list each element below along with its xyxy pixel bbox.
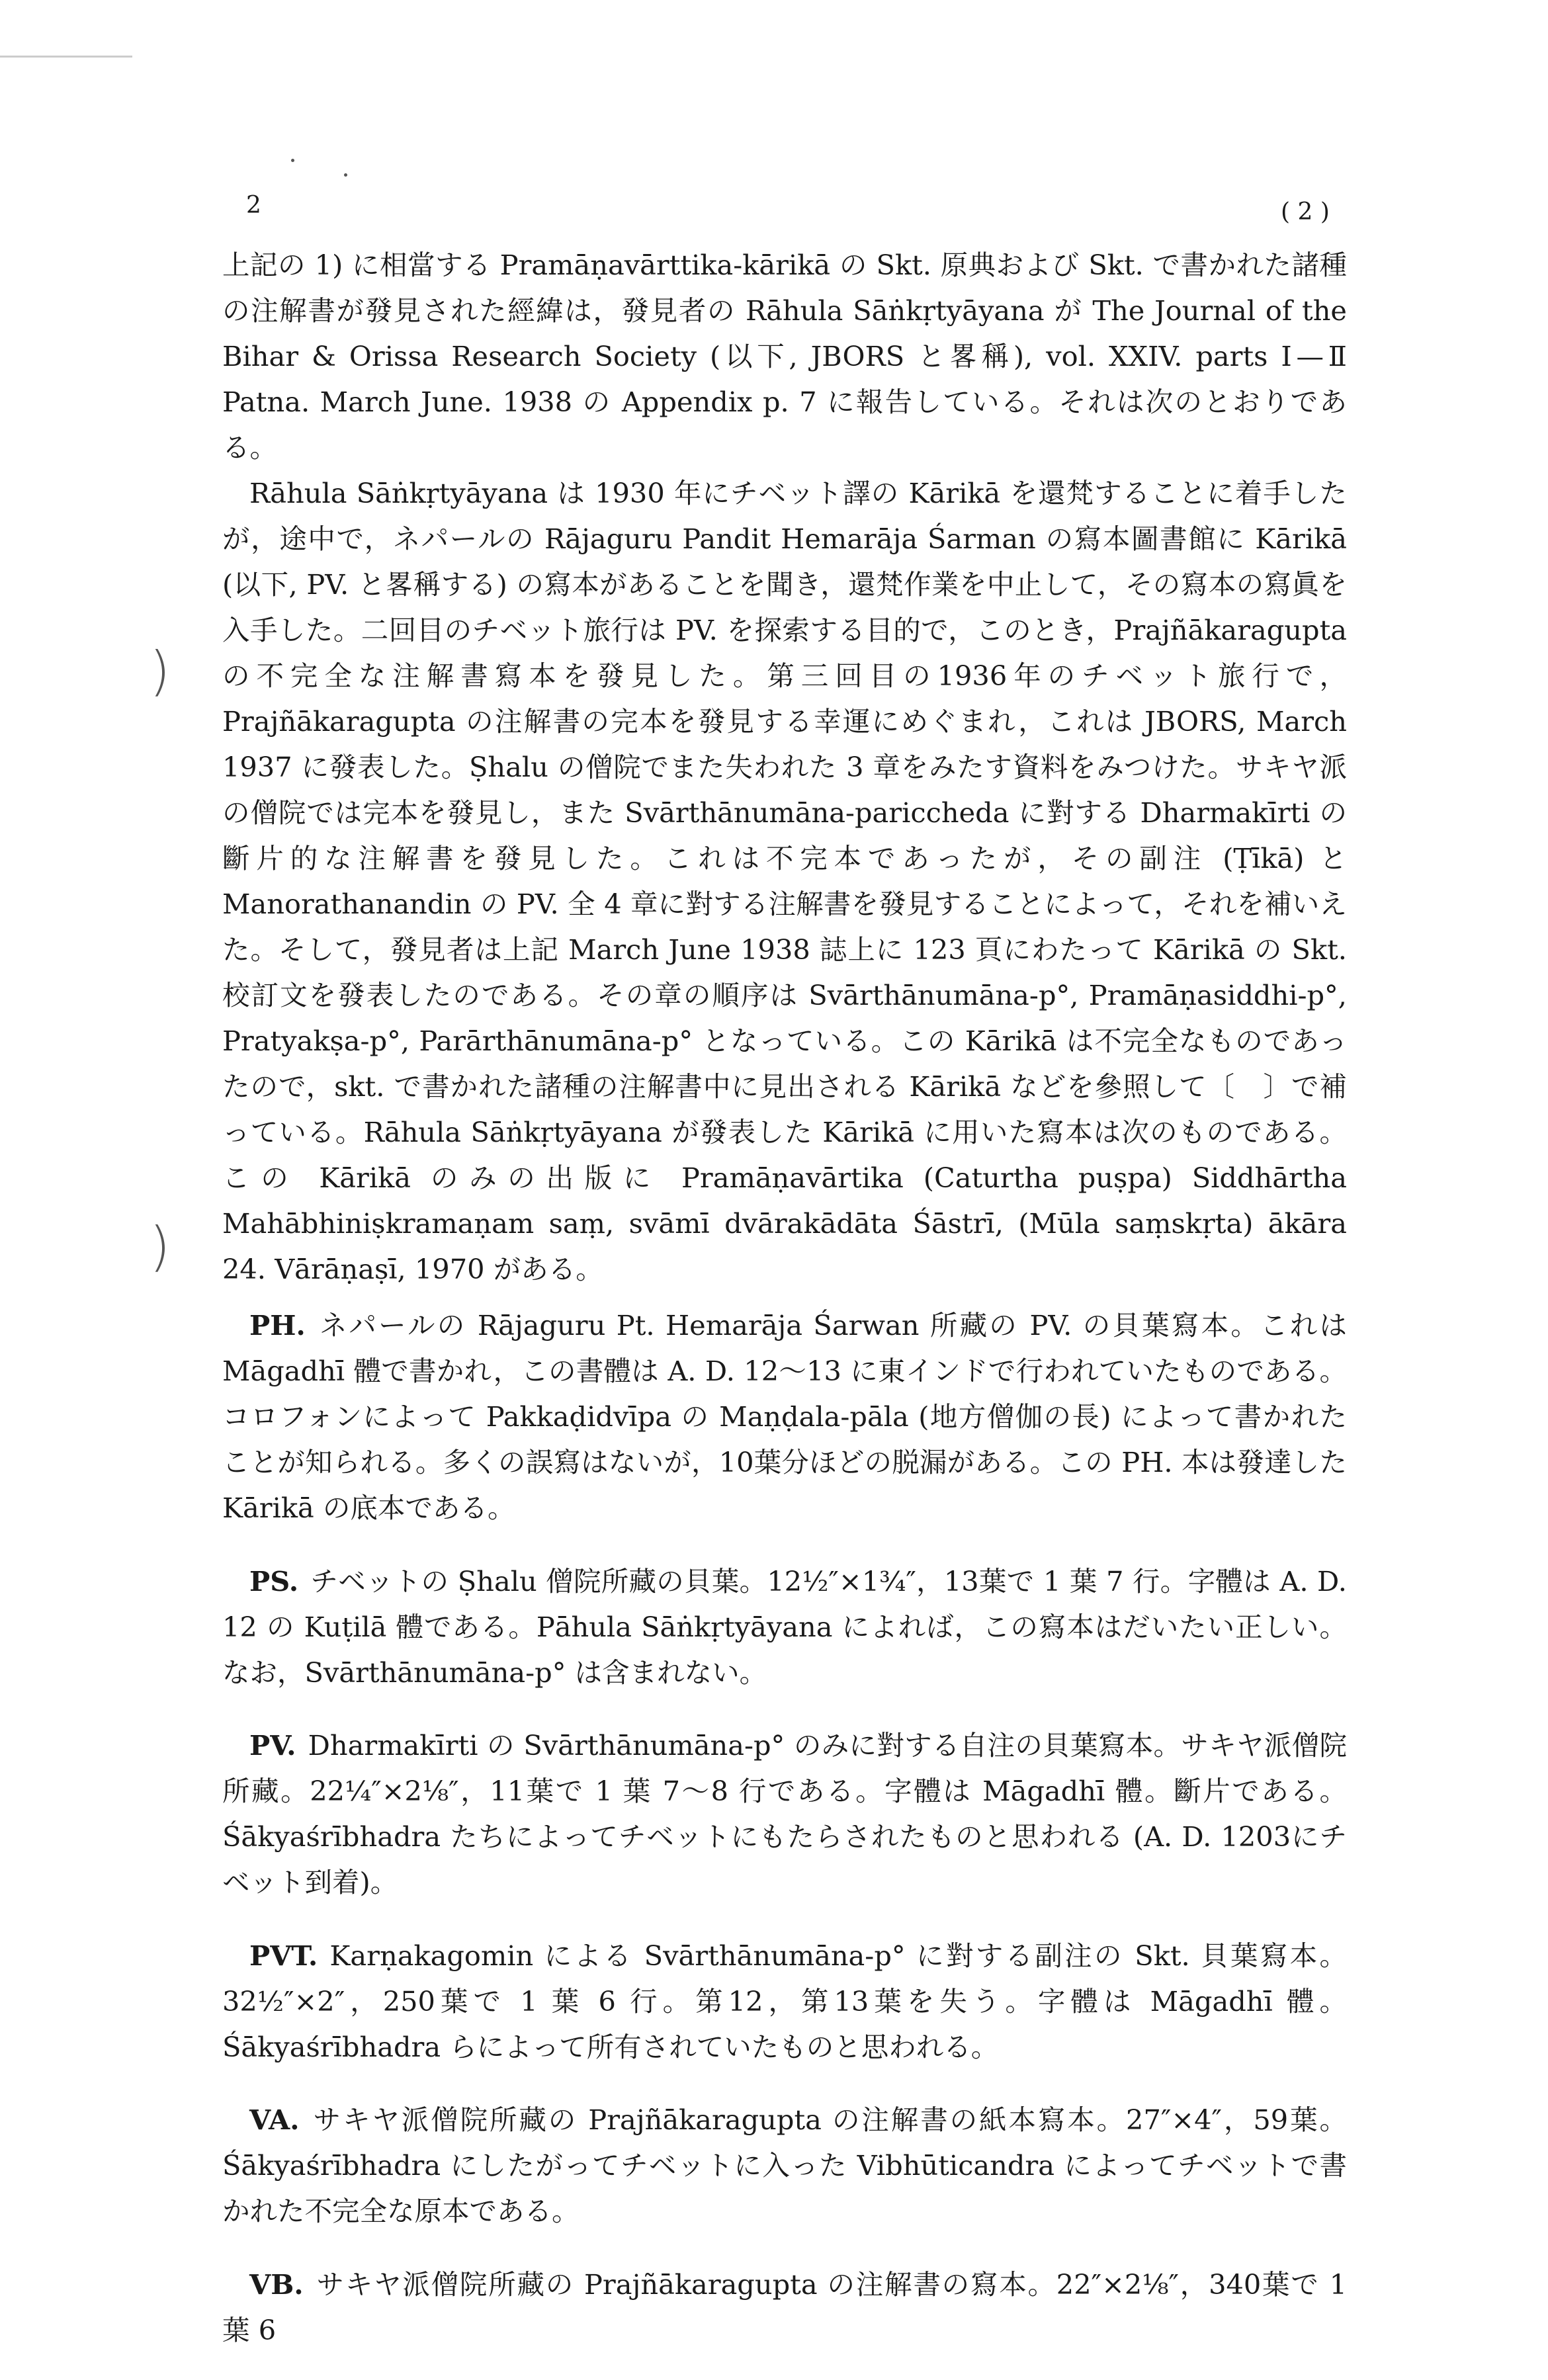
body-text <box>222 242 1347 2380</box>
entry-abbreviation: PH. <box>249 1309 306 1341</box>
page-number-right: ( 2 ) <box>1281 198 1330 226</box>
entry-description: チベットの Ṣhalu 僧院所藏の貝葉。12½″×1¾″，13葉で 1 葉 7 行。字體は A. D. 12 の Kuṭilā 體である。Pāhula Sāṅkṛtyāyana によれば，この寫本はだいたい正しい。なお，Svārthānumāna-p° は含まれない。 <box>222 1564 1347 1689</box>
margin-paren-mark: ) <box>150 640 171 702</box>
manuscript-entry-ps <box>222 1558 1347 1695</box>
manuscript-entry-pv <box>222 1722 1347 1905</box>
entry-description: Dharmakīrti の Svārthānumāna-p° のみに對する自注の貝葉寫本。サキヤ派僧院所藏。22¼″×2⅛″，11葉で 1 葉 7〜8 行である。字體は Māgadhī 體。斷片である。Śākyaśrībhadra たちによってチベットにもたらされたものと思われる (A. D. 1203にチベット到着)。 <box>222 1729 1347 1898</box>
page-number-left: 2 <box>246 192 261 219</box>
entry-abbreviation: PV. <box>249 1729 296 1762</box>
scan-artifact-dot <box>344 173 347 177</box>
entry-abbreviation: PVT. <box>249 1939 318 1972</box>
paragraph: 上記の 1) に相當する Pramāṇavārttika-kārikā の Skt. 原典および Skt. で書かれた諸種の注解書が發見された經緯は，發見者の Rāhula Sāṅkṛtyāyana が The Journal of the Bihar & Orissa Research Society (以下, JBORS と畧稱), vol. XXIV. parts Ⅰ—Ⅱ Patna. March June. 1938 の Appendix p. 7 に報告している。それは次のとおりである。 <box>222 249 1347 464</box>
entry-description: ネパールの Rājaguru Pt. Hemarāja Śarwan 所藏の PV. の貝葉寫本。これは Māgadhī 體で書かれ，この書體は A. D. 12〜13 に東インドで行われていたものである。コロフォンによって Pakkaḍidvīpa の Maṇḍala-pāla (地方僧伽の長) によって書かれたことが知られる。多くの誤寫はないが，10葉分ほどの脱漏がある。この PH. 本は發達した Kārikā の底本である。 <box>222 1309 1347 1524</box>
manuscript-entry-pvt <box>222 1933 1347 2070</box>
entry-description: サキヤ派僧院所藏の Prajñākaragupta の注解書の寫本。22″×2⅛″，340葉で 1 葉 6 <box>222 2268 1347 2346</box>
entry-description: サキヤ派僧院所藏の Prajñākaragupta の注解書の紙本寫本。27″×4″，59葉。Śākyaśrībhadra にしたがってチベットに入った Vibhūticandra によってチベットで書かれた不完全な原本である。 <box>222 2104 1347 2227</box>
entry-abbreviation: VA. <box>249 2104 300 2136</box>
entry-description: Karṇakagomin による Svārthānumāna-p° に對する副注の Skt. 貝葉寫本。32½″×2″，250葉で 1 葉 6 行。第12，第13葉を失う。字體は Māgadhī 體。Śākyaśrībhadra らによって所有されていたものと思われる。 <box>222 1939 1347 2063</box>
entry-abbreviation: PS. <box>249 1564 299 1597</box>
scan-artifact-line <box>0 56 132 58</box>
entry-abbreviation: VB. <box>249 2268 304 2301</box>
paragraph: Rāhula Sāṅkṛtyāyana は 1930 年にチベット譯の Kārikā を還梵することに着手したが，途中で，ネパールの Rājaguru Pandit Hemarāja Śarman の寫本圖書館に Kārikā (以下, PV. と畧稱する) の寫本があることを聞き，還梵作業を中止して，その寫本の寫眞を入手した。二回目のチベット旅行は PV. を探索する目的で，このとき，Prajñākaragupta の不完全な注解書寫本を發見した。第三回目の1936年のチベット旅行で，Prajñākaragupta の注解書の完本を發見する幸運にめぐまれ，これは JBORS, March 1937 に發表した。Ṣhalu の僧院でまた失われた 3 章をみたす資料をみつけた。サキヤ派の僧院では完本を發見し，また Svārthānumāna-pariccheda に對する Dharmakīrti の斷片的な注解書を發見した。これは不完本であったが，その副注 (Ṭīkā) と Manorathanandin の PV. 全 4 章に對する注解書を發見することによって，それを補いえた。そして，發見者は上記 March June 1938 誌上に 123 頁にわたって Kārikā の Skt. 校訂文を發表したのである。その章の順序は Svārthānumāna-p°, Pramāṇasiddhi-p°, Pratyakṣa-p°, Parārthānumāna-p° となっている。この Kārikā は不完全なものであったので，skt. で書かれた諸種の注解書中に見出される Kārikā などを參照して〔 〕で補っている。Rāhula Sāṅkṛtyāyana が發表した Kārikā に用いた寫本は次のものである。この Kārikā のみの出版に Pramāṇavārtika (Caturtha puṣpa) Siddhārtha Mahābhiniṣkramaṇam saṃ, svāmī dvārakādāta Śāstrī, (Mūla saṃskṛta) ākāra 24. Vārāṇaṣī, 1970 がある。 <box>222 477 1347 1285</box>
scan-artifact-dot <box>291 159 294 162</box>
manuscript-entry-va <box>222 2097 1347 2234</box>
manuscript-entry-ph <box>222 1302 1347 1531</box>
manuscript-entry-vb <box>222 2262 1347 2353</box>
margin-paren-mark: ) <box>150 1216 171 1277</box>
